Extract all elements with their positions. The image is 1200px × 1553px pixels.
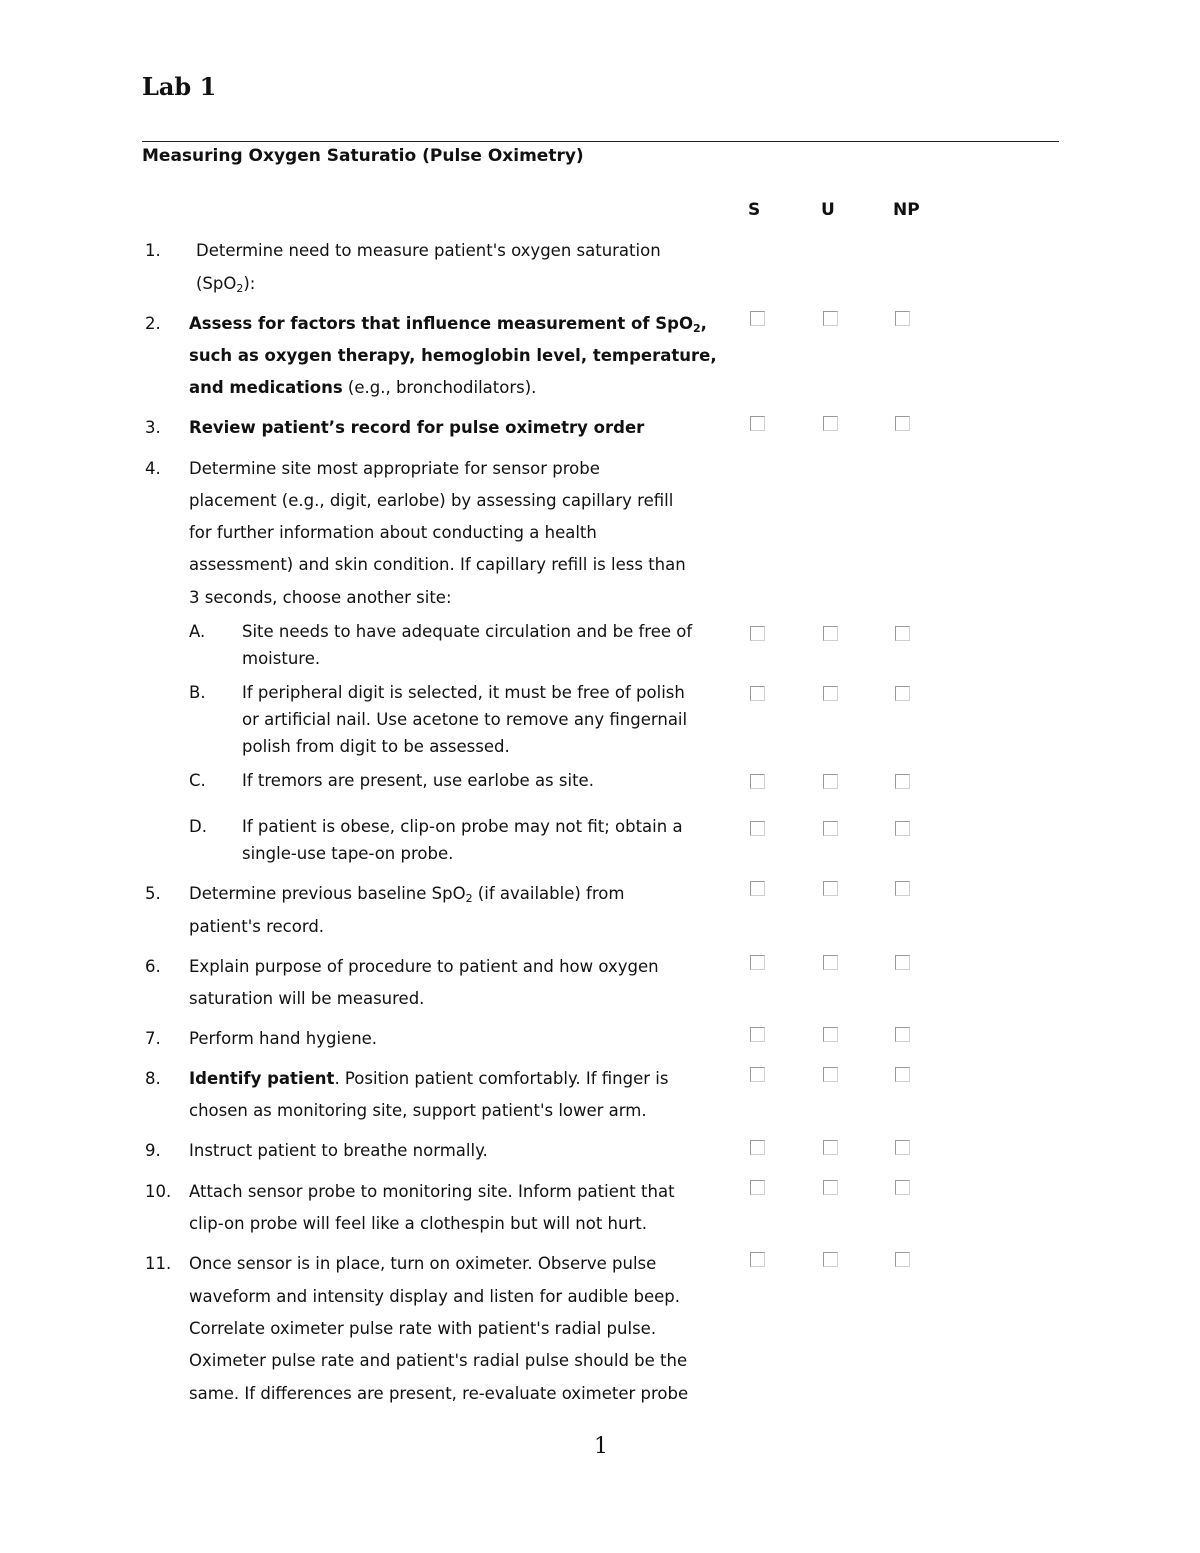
item-number: 1. bbox=[145, 241, 161, 260]
checkbox-u[interactable] bbox=[823, 416, 838, 431]
section-title: Measuring Oxygen Saturatio (Pulse Oximetry) bbox=[142, 146, 584, 166]
item-number: 4. bbox=[145, 459, 161, 478]
checkbox-u[interactable] bbox=[823, 1180, 838, 1195]
item-text: Assess for factors that influence measurement of SpO$_2$, bbox=[189, 314, 707, 335]
item-text: saturation will be measured. bbox=[189, 989, 425, 1008]
checkbox-u[interactable] bbox=[823, 1252, 838, 1267]
item-text: or artificial nail. Use acetone to remove any fingernail bbox=[242, 710, 688, 729]
checkbox-s[interactable] bbox=[750, 821, 765, 836]
subitem-letter: D. bbox=[189, 817, 207, 836]
item-text: patient's record. bbox=[189, 917, 325, 936]
item-text: If peripheral digit is selected, it must be free of polish bbox=[242, 683, 685, 702]
subitem-letter: C. bbox=[189, 771, 206, 790]
checkbox-np[interactable] bbox=[895, 686, 910, 701]
item-number: 10. bbox=[145, 1182, 172, 1201]
item-text: and medications (e.g., bronchodilators). bbox=[189, 378, 537, 397]
item-text: Determine need to measure patient's oxygen saturation bbox=[196, 241, 661, 260]
checkbox-np[interactable] bbox=[895, 626, 910, 641]
checkbox-u[interactable] bbox=[823, 626, 838, 641]
checkbox-s[interactable] bbox=[750, 881, 765, 896]
item-text: Instruct patient to breathe normally. bbox=[189, 1141, 488, 1160]
item-text: Site needs to have adequate circulation and be free of bbox=[242, 622, 693, 641]
checkbox-np[interactable] bbox=[895, 774, 910, 789]
checkbox-u[interactable] bbox=[823, 1067, 838, 1082]
subitem-letter: B. bbox=[189, 683, 206, 702]
checkbox-u[interactable] bbox=[823, 311, 838, 326]
item-number: 7. bbox=[145, 1029, 161, 1048]
checkbox-s[interactable] bbox=[750, 311, 765, 326]
item-text: waveform and intensity display and listen for audible beep. bbox=[189, 1287, 681, 1306]
item-text: moisture. bbox=[242, 649, 321, 668]
checkbox-u[interactable] bbox=[823, 686, 838, 701]
lab-title: Lab 1 bbox=[142, 72, 217, 101]
item-text: clip-on probe will feel like a clothespin but will not hurt. bbox=[189, 1214, 647, 1233]
item-text: single-use tape-on probe. bbox=[242, 844, 454, 863]
item-text: placement (e.g., digit, earlobe) by assessing capillary refill bbox=[189, 491, 674, 510]
checkbox-s[interactable] bbox=[750, 1140, 765, 1155]
checkbox-np[interactable] bbox=[895, 1140, 910, 1155]
title-divider bbox=[142, 141, 1059, 142]
checkbox-u[interactable] bbox=[823, 881, 838, 896]
item-number: 2. bbox=[145, 314, 161, 333]
checkbox-s[interactable] bbox=[750, 1067, 765, 1082]
item-text: Review patient’s record for pulse oximetry order bbox=[189, 418, 645, 437]
item-text: assessment) and skin condition. If capillary refill is less than bbox=[189, 555, 686, 574]
checkbox-s[interactable] bbox=[750, 626, 765, 641]
checkbox-s[interactable] bbox=[750, 1180, 765, 1195]
item-text: Attach sensor probe to monitoring site. Inform patient that bbox=[189, 1182, 675, 1201]
checkbox-np[interactable] bbox=[895, 881, 910, 896]
item-text: Identify patient. Position patient comfortably. If finger is bbox=[189, 1069, 669, 1088]
item-number: 6. bbox=[145, 957, 161, 976]
item-text: If tremors are present, use earlobe as site. bbox=[242, 771, 594, 790]
checkbox-np[interactable] bbox=[895, 311, 910, 326]
checkbox-np[interactable] bbox=[895, 1180, 910, 1195]
item-number: 8. bbox=[145, 1069, 161, 1088]
checkbox-np[interactable] bbox=[895, 821, 910, 836]
item-number: 11. bbox=[145, 1254, 172, 1273]
checkbox-np[interactable] bbox=[895, 1252, 910, 1267]
checkbox-s[interactable] bbox=[750, 686, 765, 701]
item-text: for further information about conducting a health bbox=[189, 523, 597, 542]
item-text: Determine site most appropriate for sensor probe bbox=[189, 459, 600, 478]
item-number: 3. bbox=[145, 418, 161, 437]
checkbox-u[interactable] bbox=[823, 774, 838, 789]
item-text: 3 seconds, choose another site: bbox=[189, 588, 452, 607]
item-text: Perform hand hygiene. bbox=[189, 1029, 378, 1048]
column-header-s: S bbox=[748, 200, 761, 220]
item-text: same. If differences are present, re-evaluate oximeter probe bbox=[189, 1384, 689, 1403]
column-header-u: U bbox=[821, 200, 835, 220]
checkbox-u[interactable] bbox=[823, 1027, 838, 1042]
checkbox-s[interactable] bbox=[750, 416, 765, 431]
checkbox-s[interactable] bbox=[750, 955, 765, 970]
item-text: Oximeter pulse rate and patient's radial pulse should be the bbox=[189, 1351, 688, 1370]
item-text: Correlate oximeter pulse rate with patient's radial pulse. bbox=[189, 1319, 657, 1338]
checkbox-s[interactable] bbox=[750, 774, 765, 789]
item-text: If patient is obese, clip-on probe may not fit; obtain a bbox=[242, 817, 683, 836]
item-text: Determine previous baseline SpO$_2$ (if available) from bbox=[189, 884, 625, 905]
item-text: Once sensor is in place, turn on oximeter. Observe pulse bbox=[189, 1254, 657, 1273]
item-text: (SpO$_2$): bbox=[196, 274, 256, 295]
item-text: Explain purpose of procedure to patient and how oxygen bbox=[189, 957, 659, 976]
item-number: 9. bbox=[145, 1141, 161, 1160]
item-text: polish from digit to be assessed. bbox=[242, 737, 510, 756]
checkbox-np[interactable] bbox=[895, 1027, 910, 1042]
subitem-letter: A. bbox=[189, 622, 206, 641]
checkbox-np[interactable] bbox=[895, 416, 910, 431]
item-text: chosen as monitoring site, support patient's lower arm. bbox=[189, 1101, 647, 1120]
checkbox-u[interactable] bbox=[823, 821, 838, 836]
item-number: 5. bbox=[145, 884, 161, 903]
checkbox-np[interactable] bbox=[895, 1067, 910, 1082]
checkbox-s[interactable] bbox=[750, 1252, 765, 1267]
page-number: 1 bbox=[594, 1434, 608, 1459]
checkbox-np[interactable] bbox=[895, 955, 910, 970]
checkbox-s[interactable] bbox=[750, 1027, 765, 1042]
checkbox-u[interactable] bbox=[823, 955, 838, 970]
column-header-np: NP bbox=[893, 200, 920, 220]
checkbox-u[interactable] bbox=[823, 1140, 838, 1155]
item-text: such as oxygen therapy, hemoglobin level, temperature, bbox=[189, 346, 717, 365]
